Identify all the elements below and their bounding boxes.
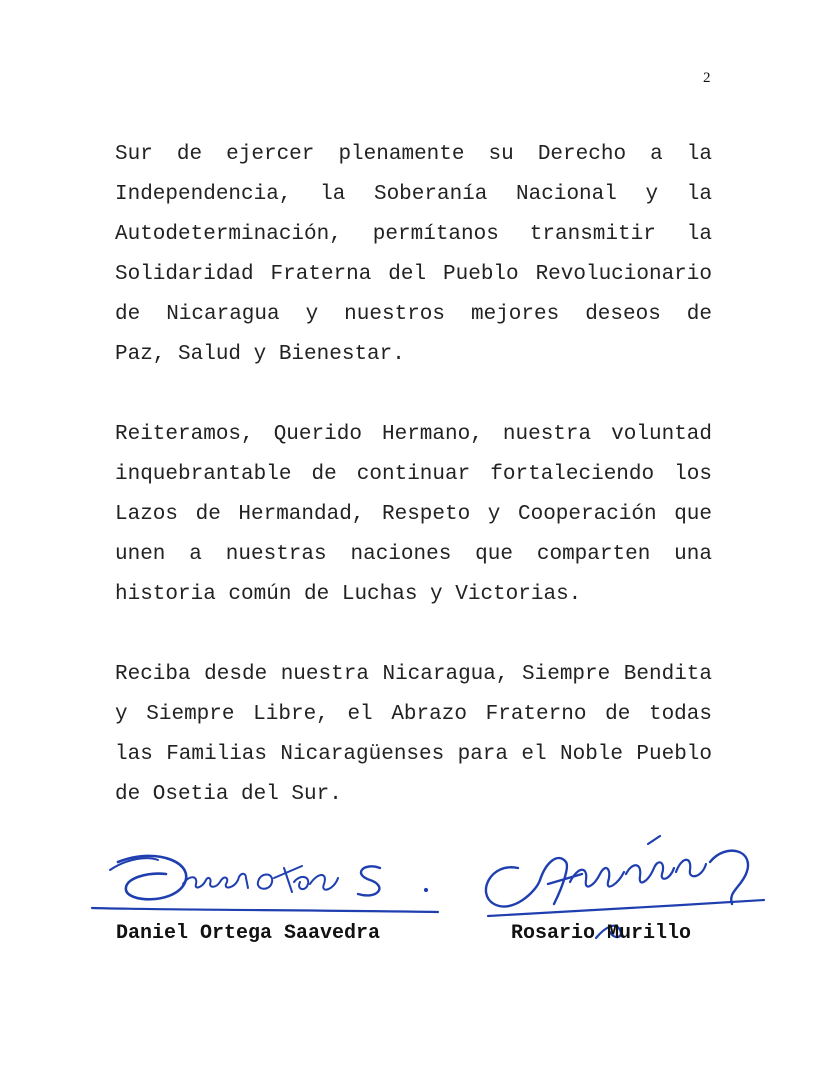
signer-name-murillo: Rosario Murillo bbox=[511, 922, 692, 945]
paragraph-line: Solidaridad Fraterna del Pueblo Revolucionario bbox=[115, 263, 712, 286]
paragraph-line: las Familias Nicaragüenses para el Noble Pueblo bbox=[115, 743, 712, 766]
paragraph-line: Reciba desde nuestra Nicaragua, Siempre Bendita bbox=[115, 663, 712, 686]
signature-ortega bbox=[88, 838, 448, 923]
page-number: 2 bbox=[703, 70, 711, 86]
paragraph-line: Reiteramos, Querido Hermano, nuestra voluntad bbox=[115, 423, 712, 446]
paragraph-line: Paz, Salud y Bienestar. bbox=[115, 343, 405, 366]
signer-name-ortega: Daniel Ortega Saavedra bbox=[116, 922, 381, 945]
paragraph-reiteration bbox=[115, 415, 712, 615]
paragraph-line: de Nicaragua y nuestros mejores deseos de bbox=[115, 303, 712, 326]
paragraph-line: Independencia, la Soberanía Nacional y la bbox=[115, 183, 712, 206]
paragraph-line: Sur de ejercer plenamente su Derecho a la bbox=[115, 143, 712, 166]
paragraph-line: unen a nuestras naciones que comparten una bbox=[115, 543, 712, 566]
paragraph-line: Lazos de Hermandad, Respeto y Cooperación que bbox=[115, 503, 712, 526]
paragraph-line: y Siempre Libre, el Abrazo Fraterno de todas bbox=[115, 703, 712, 726]
paragraph-line: historia común de Luchas y Victorias. bbox=[115, 583, 582, 606]
paragraph-line: inquebrantable de continuar fortaleciendo los bbox=[115, 463, 712, 486]
paragraph-line: de Osetia del Sur. bbox=[115, 783, 342, 806]
paragraph-closing bbox=[115, 655, 712, 815]
paragraph-line: Autodeterminación, permítanos transmitir la bbox=[115, 223, 712, 246]
paragraph-solidarity bbox=[115, 135, 712, 375]
